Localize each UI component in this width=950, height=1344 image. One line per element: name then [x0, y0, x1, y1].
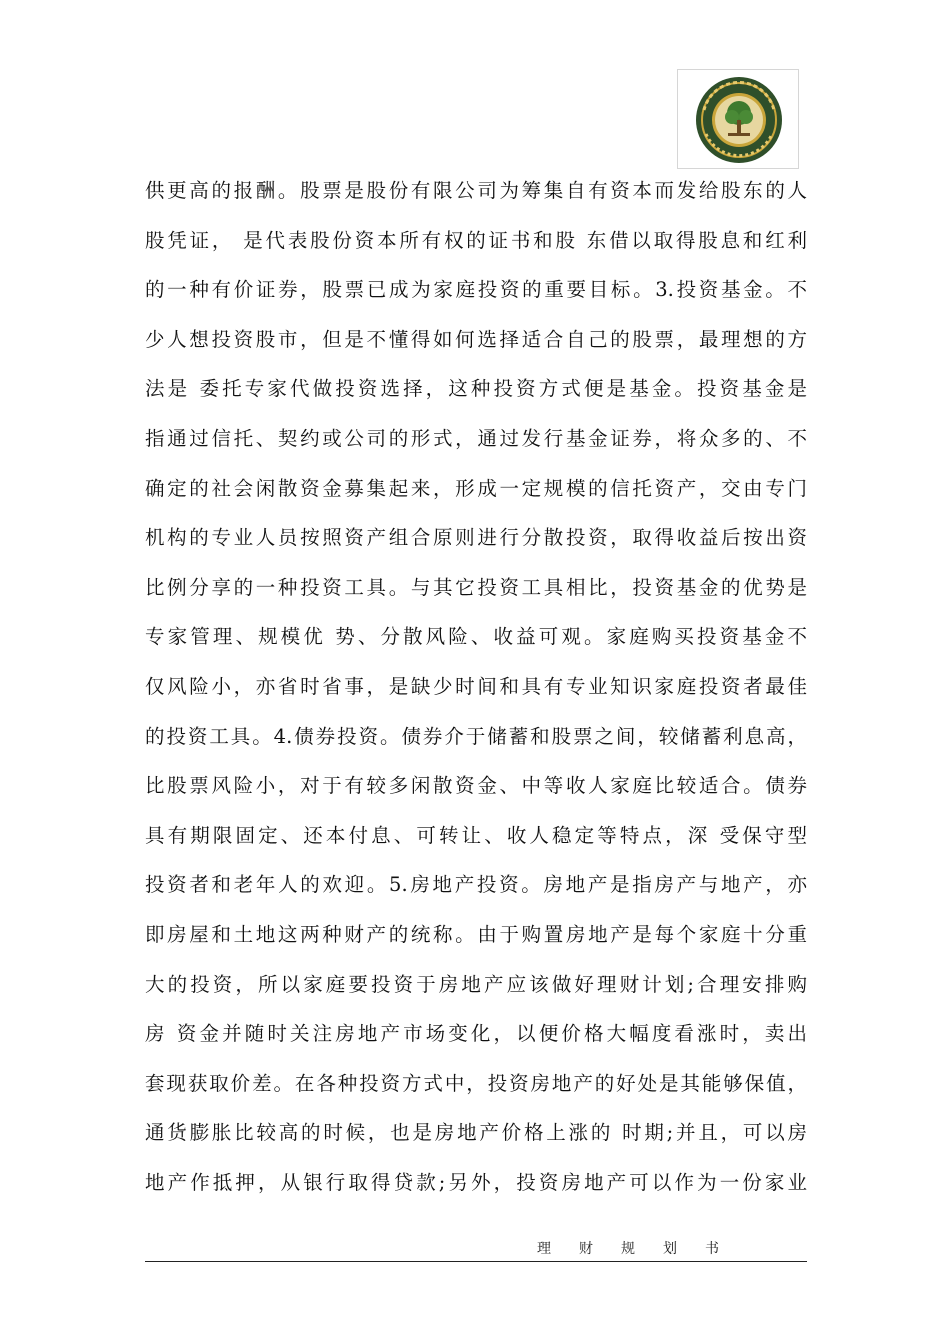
- text-line: 机构的专业人员按照资产组合原则进行分散投资，取得收益后按出资: [145, 526, 807, 550]
- text-line: 投资者和老年人的欢迎。5.房地产投资。房地产是指房产与地产，亦: [145, 873, 807, 897]
- university-logo: [677, 69, 799, 169]
- text-line: 专家管理、规模优 势、分散风险、收益可观。家庭购买投资基金不: [145, 625, 807, 649]
- footer-divider: [145, 1261, 807, 1262]
- text-line: 的一种有价证券，股票已成为家庭投资的重要目标。3.投资基金。不: [145, 278, 807, 302]
- text-line: 大的投资，所以家庭要投资于房地产应该做好理财计划;合理安排购: [145, 972, 807, 996]
- text-line: 具有期限固定、还本付息、可转让、收人稳定等特点，深 受保守型: [145, 823, 807, 847]
- text-line: 的投资工具。4.债券投资。债券介于储蓄和股票之间，较储蓄利息高，: [145, 724, 807, 748]
- text-line: 指通过信托、契约或公司的形式，通过发行基金证券，将众多的、不: [145, 426, 807, 450]
- university-seal-icon: [686, 70, 792, 170]
- body-text: [145, 166, 807, 1207]
- text-line: 供更高的报酬。股票是股份有限公司为筹集自有资本而发给股东的人: [145, 179, 807, 202]
- text-line: 仅风险小，亦省时省事，是缺少时间和具有专业知识家庭投资者最佳: [145, 674, 807, 698]
- text-line: 即房屋和土地这两种财产的统称。由于购置房地产是每个家庭十分重: [145, 922, 807, 946]
- text-line: 股凭证， 是代表股份资本所有权的证书和股 东借以取得股息和红利: [145, 228, 807, 252]
- text-line: 法是 委托专家代做投资选择，这种投资方式便是基金。投资基金是: [145, 377, 807, 401]
- text-line: 房 资金并随时关注房地产市场变化，以便价格大幅度看涨时，卖出: [145, 1022, 807, 1046]
- text-line: 比股票风险小，对于有较多闲散资金、中等收人家庭比较适合。债券: [145, 774, 807, 798]
- text-line: 通货膨胀比较高的时候，也是房地产价格上涨的 时期;并且，可以房: [145, 1121, 807, 1145]
- text-line: 比例分享的一种投资工具。与其它投资工具相比，投资基金的优势是: [145, 575, 807, 599]
- text-line: 少人想投资股市，但是不懂得如何选择适合自己的股票，最理想的方: [145, 327, 807, 351]
- text-line: 套现获取价差。在各种投资方式中，投资房地产的好处是其能够保值，: [145, 1071, 807, 1095]
- footer-title: 理财规划书: [537, 1241, 747, 1257]
- text-line: 确定的社会闲散资金募集起来，形成一定规模的信托资产，交由专门: [145, 476, 807, 500]
- text-line: 地产作抵押，从银行取得贷款;另外，投资房地产可以作为一份家业: [145, 1170, 807, 1194]
